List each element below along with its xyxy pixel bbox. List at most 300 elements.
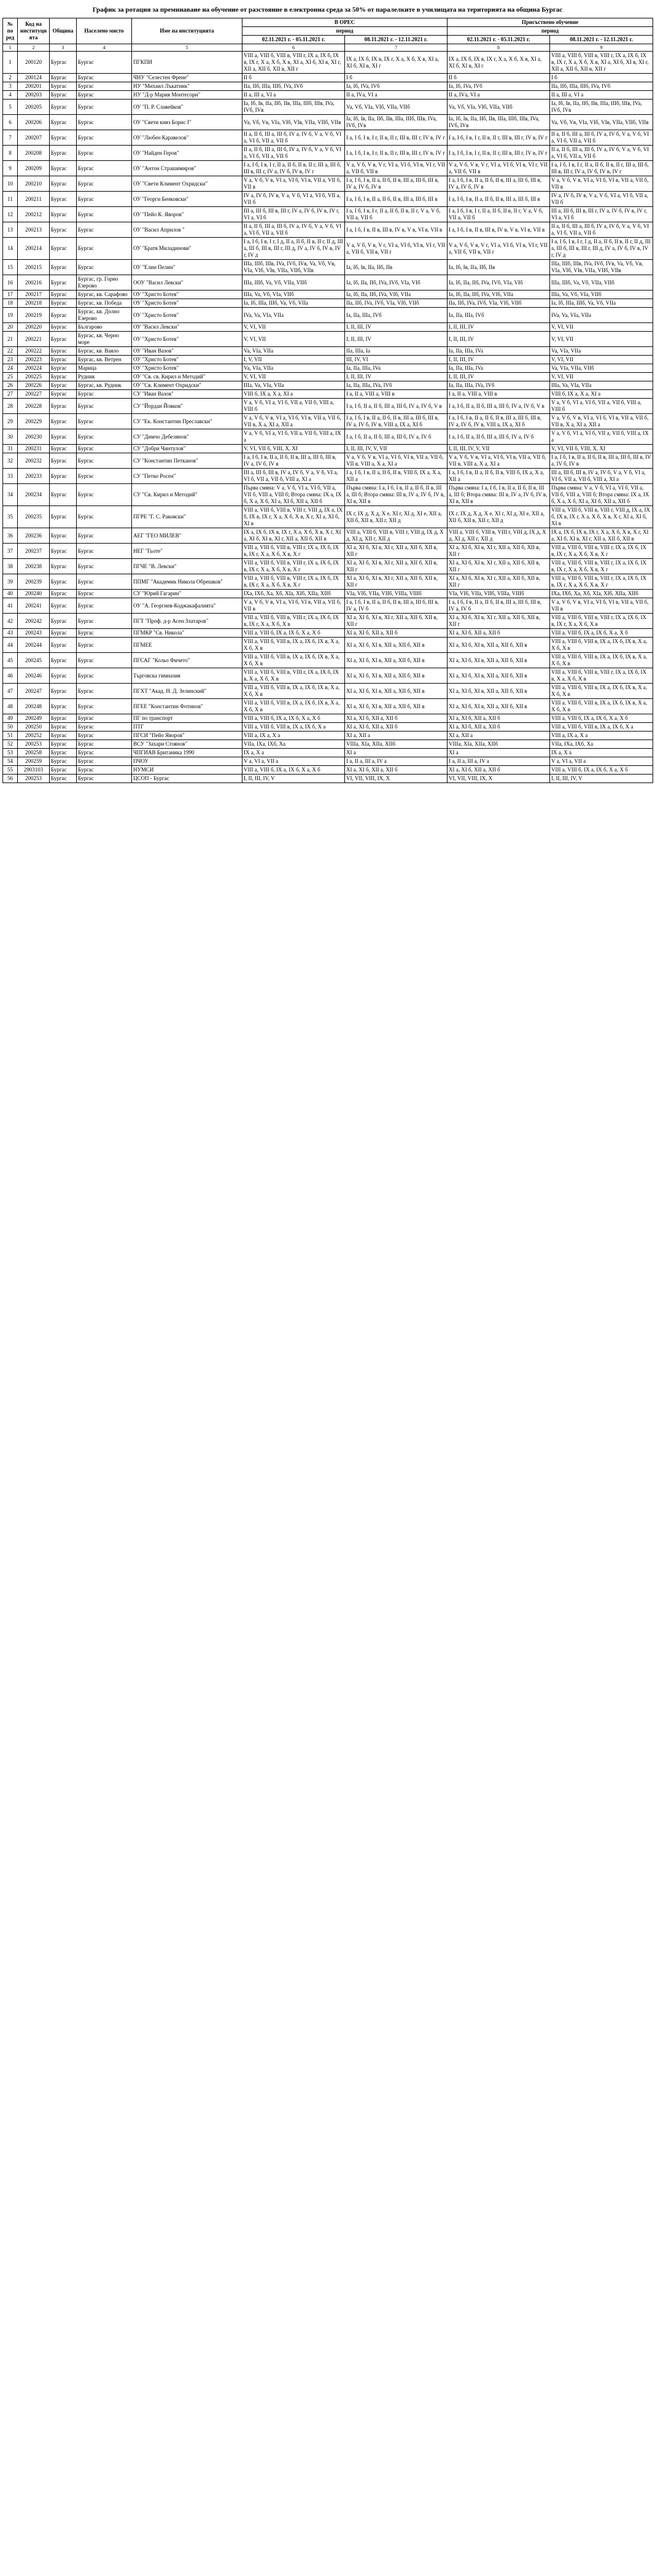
cell-town: Българово: [77, 323, 132, 332]
cell-presence-p2: IIIa, Va, VIa, VIIa: [550, 381, 653, 390]
cell-code: 200248: [18, 699, 50, 714]
cell-oresc-p2: I б: [345, 74, 448, 82]
cell-town: Бургас: [77, 629, 132, 638]
cell-institution: НУМСИ: [132, 766, 242, 775]
cell-oresc-p1: Ia, Iб, IIIa, IIIб, Va, Vб, VIIa: [242, 299, 345, 308]
cell-institution: СУ "Ек. Константин Преславски": [132, 414, 242, 429]
cell-oresc-p2: IX а, IX б, IX в, IX г, X а, X б, X в, XI а, XI б, XI в, XI г: [345, 52, 448, 74]
cell-code: 200225: [18, 373, 50, 381]
table-row: [3, 381, 653, 390]
index-cell: 6: [242, 44, 345, 52]
cell-oresc-p1: II а, III а, VI а: [242, 91, 345, 100]
cell-code: 200205: [18, 100, 50, 115]
cell-no: 44: [3, 638, 18, 653]
cell-presence-p2: VIII а, VIII б, VIII в, VIII г, IX а, IX б, IX в, IX г, X а, X б, X в, XI а, XI б, XI в, XI г, XII а, XII б, XII в, XII г: [550, 52, 653, 74]
cell-oresc-p1: IIIa, IIIб, Va, Vб, VIIa, VIIб: [242, 275, 345, 291]
cell-oresc-p1: II а, II б, III а, III б, IV а, IV б, V а, V б, VI а, VI б, VII а, VII б: [242, 146, 345, 161]
cell-town: Бургас: [77, 638, 132, 653]
table-row: [3, 130, 653, 146]
table-row: [3, 291, 653, 299]
cell-code: 200239: [18, 574, 50, 590]
cell-town: Бургас: [77, 453, 132, 469]
cell-code: 200259: [18, 757, 50, 766]
cell-presence-p2: VIII а, VIII б, VIII в, IX а, IX б, IX в, X а, X б, X в: [550, 684, 653, 699]
cell-no: 47: [3, 684, 18, 699]
cell-town: Бургас: [77, 445, 132, 453]
cell-institution: СУ "Иван Вазов": [132, 390, 242, 399]
cell-oresc-p1: IIa, IIб, IIIa, IIIб, IVa, IVб: [242, 82, 345, 91]
cell-municipality: Бургас: [50, 52, 77, 74]
cell-no: 5: [3, 100, 18, 115]
cell-institution: СУ "Константин Петканов": [132, 453, 242, 469]
cell-presence-p2: I а, I б, I в, I г, I д, II а, II б, II в, II г, II д, III а, III б, III в, III г, III д, IV а, IV б, IV в, IV г, IV д: [550, 238, 653, 260]
cell-presence-p1: XI а, XI б, XI в, XI г, XII а, XII б, XII в, XII г: [448, 544, 550, 559]
cell-oresc-p1: VIII б, IX а, X а, XI а: [242, 390, 345, 399]
cell-no: 46: [3, 668, 18, 684]
cell-institution: ПГСАГ "Кольо Фичето": [132, 653, 242, 668]
cell-town: Бургас: [77, 699, 132, 714]
cell-institution: ПГМЕЕ: [132, 638, 242, 653]
cell-code: 200234: [18, 484, 50, 506]
cell-oresc-p2: IIa, IIIa, Ia: [345, 347, 448, 356]
cell-presence-p1: I а, I б, I в, I г, II в, II г, III в, III г, IV в, IV г: [448, 130, 550, 146]
cell-oresc-p2: I а, I б, I в, I г, II в, II г, III в, III г, IV в, IV г: [345, 146, 448, 161]
cell-oresc-p2: I а, I б, I в, II а, II б, II в, III а, III б, III в, IV а, IV б, IV в, VIII а, IX а, XI б: [345, 414, 448, 429]
cell-institution: ПГ по транспорт: [132, 714, 242, 723]
cell-code: 200217: [18, 291, 50, 299]
cell-presence-p1: IIa, IIб, IVa, IVб, VIa, VIб, VIIб: [448, 299, 550, 308]
cell-presence-p2: V а, V б, V в, VI а, VI б, VI в, VII а, VII б, VII в: [550, 176, 653, 192]
cell-presence-p2: VIII а, VIII б, VIII в, VIII г, IX а, IX б, IX в, X а, X б, X в: [550, 668, 653, 684]
cell-no: 15: [3, 260, 18, 275]
cell-no: 12: [3, 207, 18, 222]
cell-oresc-p1: VIII а, VIII б, VIII в, VIII г, IX а, IX б, IX в, IX г, X а, X б, X в, X г: [242, 559, 345, 574]
cell-institution: ПГТ "Проф. д-р Асен Златаров": [132, 614, 242, 629]
cell-oresc-p2: Първа смяна: I а, I б, I в, II а, II б, II в, III а, III б; Втора смяна: III в, IV а, IV б, IV в, XI в, XII в: [345, 484, 448, 506]
cell-presence-p2: V а, V б, VI а, VI б, VII а, VII б, VIII а, VIII б: [550, 399, 653, 414]
cell-presence-p2: II а, II б, III а, III б, IV а, IV б, V а, V б, VI а, VI б, VII а, VII б: [550, 130, 653, 146]
cell-presence-p1: I а, I б, I в, I г, II а, II б, II в, II г, V а, V б, VII а, VII б: [448, 207, 550, 222]
cell-presence-p2: VIII б, IX а, X а, XI а: [550, 390, 653, 399]
cell-oresc-p1: II а, II б, III а, III б, IV а, IV б, V а, V б, VI а, VI б, VII а, VII б: [242, 222, 345, 238]
cell-institution: ООУ "Васил Левски": [132, 275, 242, 291]
cell-code: 200258: [18, 749, 50, 757]
cell-code: 200242: [18, 614, 50, 629]
table-row: [3, 723, 653, 732]
cell-code: 200243: [18, 629, 50, 638]
cell-presence-p2: Ia, Iб, IIIa, IIIб, Va, Vб, VIIa: [550, 299, 653, 308]
cell-presence-p2: I, II, III, IV, V: [550, 775, 653, 783]
cell-no: 14: [3, 238, 18, 260]
cell-oresc-p2: V а, V б, V в, VI а, VI б, VI в, VII а, VII б, VII в, VIII а, X а, XI а: [345, 453, 448, 469]
cell-town: Бургас, кв. Победа: [77, 299, 132, 308]
cell-no: 30: [3, 429, 18, 445]
cell-institution: ОУ "Христо Ботев": [132, 291, 242, 299]
cell-institution: ОУ "Васил Левски": [132, 323, 242, 332]
table-row: [3, 429, 653, 445]
cell-no: 50: [3, 723, 18, 732]
cell-municipality: Бургас: [50, 528, 77, 544]
cell-oresc-p1: VIII а, VIII б, VIII в, VIII г, IX а, IX б, IX в, IX г, X а, X б, X в, X г: [242, 544, 345, 559]
cell-presence-p2: V а, VI а, VII а: [550, 757, 653, 766]
cell-oresc-p2: Ia, IIa, IIIa, IVa, IVб: [345, 381, 448, 390]
cell-presence-p1: Ia, IIa, IIIa, IVб: [448, 308, 550, 323]
cell-institution: ОУ "Любен Каравелов": [132, 130, 242, 146]
table-row: [3, 308, 653, 323]
cell-code: 200246: [18, 668, 50, 684]
cell-municipality: Бургас: [50, 668, 77, 684]
table-row: [3, 668, 653, 684]
cell-oresc-p2: XI а, XI б, XII а, XII б: [345, 723, 448, 732]
cell-code: 200124: [18, 74, 50, 82]
cell-municipality: Бургас: [50, 714, 77, 723]
cell-institution: ОУ "А. Георгиев-Коджакафалията": [132, 598, 242, 614]
cell-oresc-p1: VIII а, VIII б, VIII в, IX а, IX б, IX в, X а, X б, X в: [242, 699, 345, 714]
cell-town: Бургас: [77, 429, 132, 445]
cell-presence-p2: V, VI, VII: [550, 323, 653, 332]
cell-presence-p2: V а, V б, V в, VI а, VI б, VI в, VII а, VII б, VII в: [550, 598, 653, 614]
cell-town: Бургас: [77, 766, 132, 775]
cell-oresc-p2: I а, I б, I в, I г, II а, II б, II в, II г, V а, V б, VII а, VII б: [345, 207, 448, 222]
cell-oresc-p1: V, VI, VII б, VIII, X, XI: [242, 445, 345, 453]
cell-no: 43: [3, 629, 18, 638]
cell-institution: СУ "Добри Чинтулов": [132, 445, 242, 453]
cell-oresc-p1: Va, Vб, Vв, VIa, VIб, VIв, VIIa, VIIб, VIIв: [242, 115, 345, 130]
cell-oresc-p2: Ia, IIa, IIIa, IVб: [345, 308, 448, 323]
cell-presence-p1: VIII а, VIII б, VIII в, VIII г, VIII д, IX д, X д, XI д, XII г, XII д: [448, 528, 550, 544]
cell-code: 200208: [18, 146, 50, 161]
cell-no: 34: [3, 484, 18, 506]
cell-institution: ПЧОУ: [132, 757, 242, 766]
cell-no: 53: [3, 749, 18, 757]
cell-presence-p2: VIII а, VIII б, IX а, IX б, X а, X б: [550, 629, 653, 638]
cell-town: Бургас: [77, 559, 132, 574]
header-period-oresc: период: [242, 27, 448, 36]
table-row: [3, 364, 653, 373]
cell-presence-p2: VIIa, IXa, IXб, Xa: [550, 740, 653, 749]
cell-no: 48: [3, 699, 18, 714]
cell-presence-p2: VIII а, VIII б, IX а, IX б, X а, X б: [550, 714, 653, 723]
table-row: [3, 638, 653, 653]
cell-institution: ОУ "Св. Климент Охридски": [132, 381, 242, 390]
cell-presence-p2: VIII а, VIII б, VIII в, VIII г, IX а, IX б, IX в, IX г, X а, X б, X в, X г: [550, 574, 653, 590]
cell-code: 200241: [18, 598, 50, 614]
cell-code: 200253: [18, 740, 50, 749]
table-row: [3, 238, 653, 260]
cell-municipality: Бургас: [50, 347, 77, 356]
cell-institution: АЕГ "ГЕО МИЛЕВ": [132, 528, 242, 544]
cell-institution: ОУ "Христо Ботев": [132, 308, 242, 323]
cell-municipality: Бургас: [50, 381, 77, 390]
cell-oresc-p1: V, VI, VII: [242, 323, 345, 332]
cell-presence-p1: I а, I б, II а, II б, III а, III б, IV а, IV б: [448, 429, 550, 445]
cell-town: Бургас: [77, 82, 132, 91]
cell-municipality: Бургас: [50, 732, 77, 740]
cell-presence-p2: V, VI, VII: [550, 332, 653, 347]
cell-no: 27: [3, 390, 18, 399]
cell-oresc-p2: III, IV, VI: [345, 356, 448, 364]
cell-no: 13: [3, 222, 18, 238]
cell-town: Бургас: [77, 775, 132, 783]
cell-presence-p1: Ia, IIa, IIIa, IVa: [448, 347, 550, 356]
cell-institution: ПГЕЕ "Константин Фотинов": [132, 699, 242, 714]
table-row: [3, 714, 653, 723]
cell-no: 16: [3, 275, 18, 291]
cell-presence-p2: II а, II б, III а, III б, IV а, IV б, V а, V б, VI а, VI б, VII а, VII б: [550, 222, 653, 238]
cell-code: 200226: [18, 381, 50, 390]
cell-oresc-p1: IX а, X а: [242, 749, 345, 757]
cell-oresc-p2: XI а, XI б, XI в, XII а, XII б, XII в: [345, 668, 448, 684]
cell-presence-p2: VIII а, IX а, X а: [550, 732, 653, 740]
cell-no: 9: [3, 161, 18, 176]
table-row: [3, 100, 653, 115]
cell-code: 200253: [18, 775, 50, 783]
cell-presence-p1: XI а, XII а: [448, 732, 550, 740]
cell-town: Бургас: [77, 714, 132, 723]
cell-oresc-p1: IXa, IXб, Xa, Xб, XIa, XIб, XIIa, XIIб: [242, 590, 345, 598]
cell-municipality: Бургас: [50, 453, 77, 469]
document-title: График за ротация за преминаване на обучение от разстояние в електронна среда за 50% от паралелките в училищата на територията на община Бургас: [92, 6, 563, 14]
cell-presence-p2: IIIa, IIIб, Va, Vб, VIIa, VIIб: [550, 275, 653, 291]
cell-oresc-p2: IX г, IX д, X д, X е, XI г, XI д, XI е, XII а, XII б, XII в, XII г, XII д: [345, 506, 448, 528]
cell-no: 49: [3, 714, 18, 723]
index-cell: 7: [345, 44, 448, 52]
cell-presence-p1: VIIIa, XIa, XIIa, XIIб: [448, 740, 550, 749]
cell-code: 200247: [18, 684, 50, 699]
cell-oresc-p1: IIIa, Va, VIa, VIIa: [242, 381, 345, 390]
cell-code: 200215: [18, 260, 50, 275]
cell-municipality: Бургас: [50, 544, 77, 559]
cell-town: Бургас: [77, 684, 132, 699]
cell-institution: ПГСИ "Пейо Яворов": [132, 732, 242, 740]
cell-institution: ВСУ "Захари Стоянов": [132, 740, 242, 749]
cell-presence-p1: V а, V б, V в, V г, VI а, VI б, VI в, VI г, VII а, VII б, VII в: [448, 161, 550, 176]
cell-town: Бургас: [77, 732, 132, 740]
cell-presence-p1: XI а, XI б, XI в, XII а, XII б, XII в: [448, 653, 550, 668]
cell-no: 42: [3, 614, 18, 629]
cell-no: 51: [3, 732, 18, 740]
cell-town: Бургас: [77, 161, 132, 176]
cell-code: 200209: [18, 161, 50, 176]
table-row: [3, 275, 653, 291]
table-row: [3, 414, 653, 429]
cell-oresc-p2: XI а, XI б, XII а, XII б: [345, 766, 448, 775]
table-row: [3, 775, 653, 783]
cell-oresc-p1: V а, V б, V в, VI а, VI б, VI в, VII а, VII б, VII в, X а, XI а, XII а: [242, 414, 345, 429]
cell-presence-p2: I а, I б, I в, II а, II б, II в, III а, III б, III в, IV а, IV б, IV в: [550, 453, 653, 469]
cell-oresc-p1: VIII а, VIII б, IX а, IX б, X а, X б: [242, 766, 345, 775]
cell-presence-p2: VIII а, VIII б, VIII в, IX а, IX б, IX в, X а, X б, X в: [550, 638, 653, 653]
table-body: [3, 52, 653, 783]
cell-oresc-p2: IIa, IIб, IVa, IVб, VIa, VIб, VIIб: [345, 299, 448, 308]
cell-presence-p2: Va, Vб, Vв, VIa, VIб, VIв, VIIa, VIIб, VIIв: [550, 115, 653, 130]
cell-code: 200206: [18, 115, 50, 130]
cell-presence-p1: XI а, XI б, XII а, XII б: [448, 766, 550, 775]
cell-oresc-p1: VIII а, VIII б, VIII в, IX а, IX б, IX в, X а, X б, X в: [242, 653, 345, 668]
cell-presence-p1: I, II, III, IV: [448, 332, 550, 347]
cell-town: Бургас: [77, 399, 132, 414]
cell-oresc-p2: VIIIa, XIa, XIIa, XIIб: [345, 740, 448, 749]
cell-no: 4: [3, 91, 18, 100]
cell-no: 1: [3, 52, 18, 74]
cell-code: 200221: [18, 332, 50, 347]
cell-oresc-p2: I а, I б, I в, II а, II б, II в, III а, III б, III в, IV а, IV б: [345, 598, 448, 614]
cell-town: Бургас, кв. Ваяло: [77, 347, 132, 356]
cell-no: 11: [3, 192, 18, 207]
cell-oresc-p2: VI, VII, VIII, IX, X: [345, 775, 448, 783]
cell-town: Бургас: [77, 74, 132, 82]
cell-institution: ОУ "Свети Климент Охридски": [132, 176, 242, 192]
cell-municipality: Бургас: [50, 590, 77, 598]
cell-oresc-p1: V, VI, VII: [242, 373, 345, 381]
table-row: [3, 373, 653, 381]
cell-municipality: Бургас: [50, 506, 77, 528]
index-row: [3, 44, 653, 52]
cell-oresc-p1: VIII а, VIII б, VIII в, VIII г, IX а, IX б, IX в, IX г, X а, X б, X в, XI а, XI б, XI в, XI г, XII а, XII б, XII в, XII г: [242, 52, 345, 74]
table-row: [3, 469, 653, 484]
cell-presence-p1: I а, I б, I в, II а, II б, II в, III а, III б, III в: [448, 192, 550, 207]
cell-no: 56: [3, 775, 18, 783]
table-row: [3, 390, 653, 399]
cell-no: 19: [3, 308, 18, 323]
cell-oresc-p2: XI а, XI б, XII а, XII б: [345, 714, 448, 723]
cell-no: 36: [3, 528, 18, 544]
cell-code: 200235: [18, 506, 50, 528]
cell-presence-p2: IIa, IIб, IIIa, IIIб, IVa, IVб: [550, 82, 653, 91]
table-row: [3, 52, 653, 74]
cell-no: 40: [3, 590, 18, 598]
cell-presence-p2: II а, II б, III а, III б, IV а, IV б, V а, V б, VI а, VI б, VII а, VII б: [550, 146, 653, 161]
cell-no: 3: [3, 82, 18, 91]
cell-institution: ОУ "Христо Ботев": [132, 356, 242, 364]
cell-institution: ПГРЕ "Г. С. Раковски": [132, 506, 242, 528]
table-row: [3, 453, 653, 469]
cell-oresc-p1: VIII а, VIII б, VIII в, IX а, IX б, IX в, X а, X б, X в: [242, 684, 345, 699]
cell-municipality: Бургас: [50, 308, 77, 323]
cell-oresc-p2: VIII а, VIII б, VIII в, VIII г, VIII д, IX д, X д, XI д, XII г, XII д: [345, 528, 448, 544]
cell-code: 200207: [18, 130, 50, 146]
cell-presence-p1: XI а, XI б, XII а, XII б: [448, 629, 550, 638]
cell-presence-p1: I а, I б, II а, II б, III а, III б, IV а, IV б, V в: [448, 399, 550, 414]
cell-municipality: Бургас: [50, 100, 77, 115]
cell-municipality: Бургас: [50, 373, 77, 381]
header-municipality: Община: [50, 18, 77, 44]
cell-municipality: Бургас: [50, 414, 77, 429]
cell-presence-p1: Ia, Iб, IVa, IVб: [448, 82, 550, 91]
cell-presence-p2: VIII а, VIII б, VIII в, VIII г, IX а, IX б, IX в, IX г, X а, X б, X в: [550, 614, 653, 629]
cell-town: Бургас: [77, 207, 132, 222]
cell-presence-p1: I, II, III, IV: [448, 356, 550, 364]
cell-town: Бургас: [77, 590, 132, 598]
cell-oresc-p1: VIII а, VIII б, IX а, IX б, X а, X б: [242, 629, 345, 638]
cell-municipality: Бургас: [50, 332, 77, 347]
cell-oresc-p2: XI а, XI б, XI в, XI г, XII а, XII б, XII в, XII г: [345, 614, 448, 629]
table-row: [3, 161, 653, 176]
cell-presence-p1: XI а, XI б, XI в, XII а, XII б, XII в: [448, 638, 550, 653]
cell-presence-p1: XI а, XI б, XI в, XII а, XII б, XII в: [448, 684, 550, 699]
cell-oresc-p1: I, V, VII: [242, 356, 345, 364]
cell-institution: ОУ "П. Р. Славейков": [132, 100, 242, 115]
cell-town: Бургас, кв. Долно Езерово: [77, 308, 132, 323]
cell-municipality: Бургас: [50, 614, 77, 629]
cell-municipality: Бургас: [50, 275, 77, 291]
cell-town: Бургас: [77, 130, 132, 146]
cell-code: 200223: [18, 356, 50, 364]
cell-institution: ППМГ "Академик Никола Обрешков": [132, 574, 242, 590]
table-row: [3, 299, 653, 308]
cell-oresc-p1: I, II, III, IV, V: [242, 775, 345, 783]
cell-institution: ПГМКР "Св. Никола": [132, 629, 242, 638]
index-cell: 9: [550, 44, 653, 52]
cell-institution: СУ "Петко Росен": [132, 469, 242, 484]
cell-municipality: Бургас: [50, 740, 77, 749]
cell-code: 200244: [18, 638, 50, 653]
table-row: [3, 614, 653, 629]
table-row: [3, 347, 653, 356]
cell-presence-p1: II б: [448, 74, 550, 82]
cell-code: 200213: [18, 222, 50, 238]
index-cell: 3: [50, 44, 77, 52]
cell-town: Бургас: [77, 192, 132, 207]
cell-town: Бургас: [77, 484, 132, 506]
cell-code: 200230: [18, 429, 50, 445]
cell-code: 200218: [18, 299, 50, 308]
cell-town: Бургас: [77, 544, 132, 559]
cell-no: 54: [3, 757, 18, 766]
cell-code: 200201: [18, 82, 50, 91]
cell-presence-p2: IX а, IX б, IX в, IX г, X а, X б, X в, X г, XI а, XI б, XI в, XI г, XII а, XII б, XII в: [550, 528, 653, 544]
cell-municipality: Бургас: [50, 723, 77, 732]
index-cell: 4: [77, 44, 132, 52]
cell-presence-p1: IX г, IX д, X д, X е, XI г, XI д, XI е, XII а, XII б, XII в, XII г, XII д: [448, 506, 550, 528]
cell-town: Бургас: [77, 260, 132, 275]
cell-no: 2: [3, 74, 18, 82]
cell-municipality: Бургас: [50, 91, 77, 100]
cell-institution: ПТГ: [132, 723, 242, 732]
cell-municipality: Бургас: [50, 146, 77, 161]
cell-no: 39: [3, 574, 18, 590]
cell-municipality: Бургас: [50, 130, 77, 146]
cell-institution: ОУ "Христо Ботев": [132, 299, 242, 308]
cell-municipality: Бургас: [50, 291, 77, 299]
cell-town: Бургас, кв. Ветрен: [77, 356, 132, 364]
header-p2-oresc: 08.11.2021 г. - 12.11.2021 г.: [345, 36, 448, 44]
table-row: [3, 506, 653, 528]
cell-no: 33: [3, 469, 18, 484]
cell-oresc-p1: VIII а, VIII б, VIII в, IX а, IX б, IX в, X а, X б, X в: [242, 638, 345, 653]
cell-institution: СУ "Димчо Дебелянов": [132, 429, 242, 445]
cell-code: 200232: [18, 453, 50, 469]
cell-no: 32: [3, 453, 18, 469]
cell-presence-p2: VIII а, VIII б, VIII в, IX а, IX б, X а: [550, 723, 653, 732]
cell-town: Бургас, кв. Черно море: [77, 332, 132, 347]
cell-town: Бургас, кв. Рудник: [77, 381, 132, 390]
cell-presence-p2: IVa, Va, VIa, VIIa: [550, 308, 653, 323]
cell-code: 200222: [18, 347, 50, 356]
cell-presence-p1: V а, V б, V в, VI а, VI б, VI в, VII а, VII б, VII в, VIII а, X а, XI а: [448, 453, 550, 469]
table-row: [3, 91, 653, 100]
cell-municipality: Бургас: [50, 299, 77, 308]
header-oresc: В ОРЕС: [242, 18, 448, 27]
cell-town: Бургас, кв. Сарафово: [77, 291, 132, 299]
cell-presence-p2: VIII а, VIII б, VIII в, VIII г, IX а, IX б, IX в, IX г, X а, X б, X в, X г: [550, 559, 653, 574]
cell-presence-p1: XI а, XI б, XII а, XII б: [448, 714, 550, 723]
cell-municipality: Бургас: [50, 629, 77, 638]
cell-code: 2903103: [18, 766, 50, 775]
cell-presence-p1: I а, I б, I в, II в, III в, IV в, V в, VI в, VII в: [448, 222, 550, 238]
cell-presence-p1: Ia, Iб, Iв, IIa, IIб, IIв: [448, 260, 550, 275]
cell-presence-p2: I а, I б, I в, I г, II а, II б, II в, II г, III а, III б, III в, III г, IV а, IV б, IV в, IV г: [550, 161, 653, 176]
